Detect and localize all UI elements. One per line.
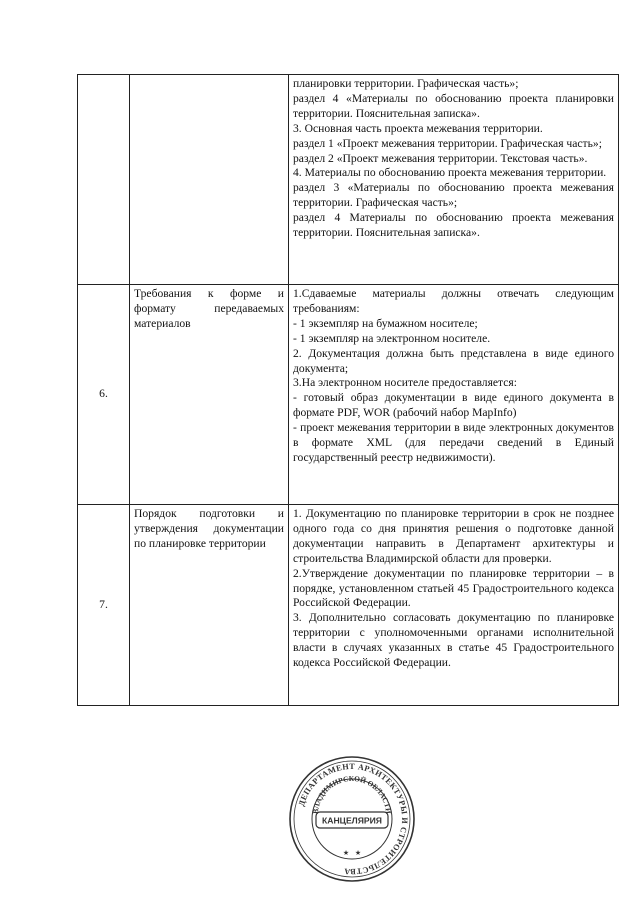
stamp-star-icon: ★: [342, 849, 350, 857]
description-line: 2. Документация должна быть представлена в виде единого документа;: [293, 346, 614, 375]
description-line: раздел 3 «Материалы по обоснованию проекта межевания территории. Графическая часть»;: [293, 181, 614, 210]
description-line: - 1 экземпляр на бумажном носителе;: [293, 316, 478, 330]
description-line: - 1 экземпляр на электронном носителе.: [293, 331, 491, 345]
table-row: [78, 505, 619, 706]
row-name-cell: Порядок подготовки и утверждения документации по планировке территории: [130, 505, 289, 706]
description-line: раздел 2 «Проект межевания территории. Текстовая часть».: [293, 151, 588, 165]
stamp-ring-text: ДЕПАРТАМЕНТ АРХИТЕКТУРЫ И СТРОИТЕЛЬСТВА: [296, 761, 410, 877]
description-line: - готовый образ документации в виде единого документа в формате PDF, WOR (рабочий набор MapInfo): [293, 391, 614, 420]
description-line: - проект межевания территории в виде электронных документов в формате XML (для передачи сведений в Единый государственный реестр недвижимости).: [293, 421, 614, 464]
office-stamp: [288, 755, 416, 883]
description-line: 1. Документацию по планировке территории в срок не позднее одного года со дня принятия решения о подготовке данной документации направить в Департамент архитектуры и строительства Владимирской области для проверки.: [293, 507, 614, 565]
description-line: 3.На электронном носителе предоставляется:: [293, 376, 517, 390]
row-number-cell: [78, 75, 130, 285]
description-line: 1.Сдаваемые материалы должны отвечать следующим требованиям:: [293, 287, 614, 315]
table-row: [78, 285, 619, 505]
row-number-cell: 6.: [78, 285, 130, 505]
table-row: [78, 75, 619, 285]
description-line: раздел 4 Материалы по обоснованию проекта межевания территории. Пояснительная записка».: [293, 211, 614, 240]
description-line: 3. Дополнительно согласовать документацию по планировке территории с уполномоченными органами исполнительной власти в случаях указанных в статье 45 Градостроительного кодекса Российской Федерации.: [293, 611, 614, 670]
row-number-cell: 7.: [78, 505, 130, 706]
row-description-cell: [289, 75, 619, 285]
description-line: раздел 4 «Материалы по обоснованию проекта планировки территории. Пояснительная записка».: [293, 91, 614, 120]
row-name-cell: [130, 75, 289, 285]
requirements-table: [77, 74, 619, 706]
row-description-cell: [289, 285, 619, 505]
description-line: 2.Утверждение документации по планировке территории – в порядке, установленном статьей 45 Градостроительного кодекса Российской Федерации.: [293, 566, 614, 610]
stamp-inner-ring-text: ВЛАДИМИРСКОЙ ОБЛАСТИ: [310, 773, 394, 815]
stamp-center-text: КАНЦЕЛЯРИЯ: [322, 815, 382, 826]
description-line: планировки территории. Графическая часть»;: [293, 77, 519, 90]
description-line: 4. Материалы по обоснованию проекта межевания территории.: [293, 166, 607, 180]
description-line: раздел 1 «Проект межевания территории. Графическая часть»;: [293, 136, 602, 150]
row-name-cell: Требования к форме и формату передаваемых материалов: [130, 285, 289, 505]
row-description-cell: [289, 505, 619, 706]
description-line: 3. Основная часть проекта межевания территории.: [293, 121, 543, 135]
stamp-star-icon: ★: [354, 849, 362, 857]
